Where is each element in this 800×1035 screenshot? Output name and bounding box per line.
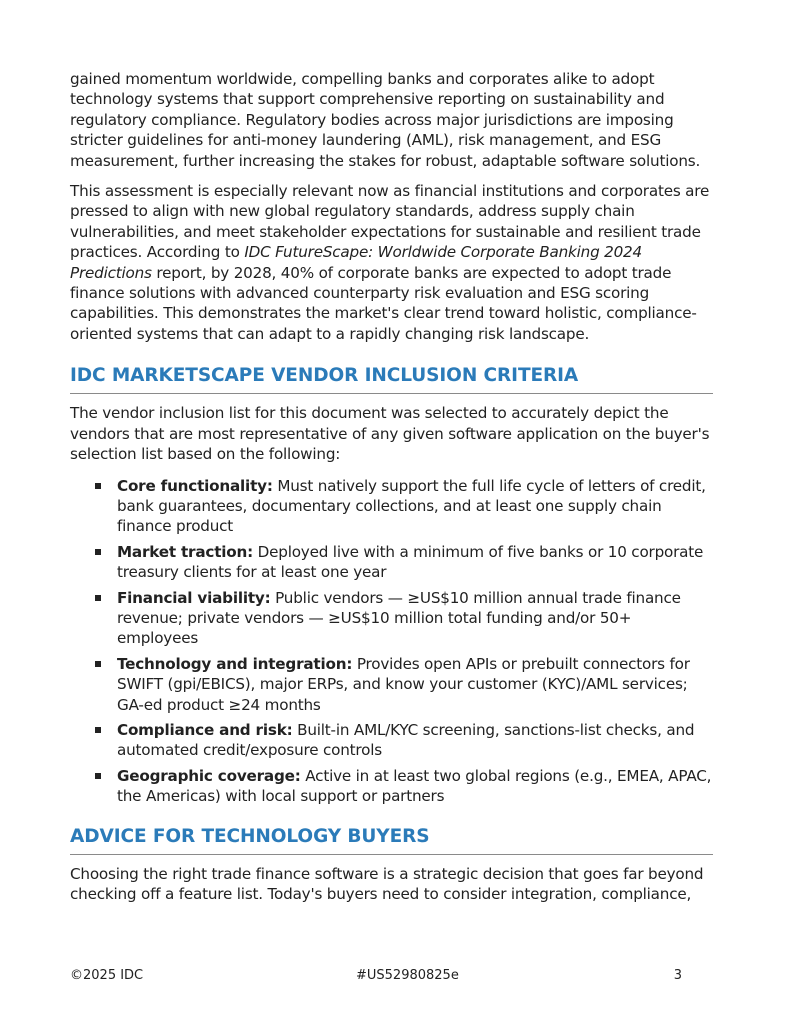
criteria-label: Compliance and risk: xyxy=(117,720,293,739)
footer-document-id: #US52980825e xyxy=(356,968,459,983)
section-heading-criteria: IDC MARKETSCAPE VENDOR INCLUSION CRITERIA xyxy=(70,364,713,394)
criteria-label: Technology and integration: xyxy=(117,654,353,673)
criteria-label: Financial viability: xyxy=(117,588,271,607)
body-paragraph-intro: gained momentum worldwide, compelling banks and corporates alike to adopt technology systems that support comprehensive reporting on sustainability and regulatory compliance. Regulatory bodies across major jurisdictions are imposing stricter guidelines for anti-money laundering (AML), risk management, and ESG measurement, further increasing the stakes for robust, adaptable software solutions. xyxy=(70,70,701,170)
square-bullet-icon xyxy=(95,773,101,779)
list-item xyxy=(70,588,713,649)
criteria-text: Must natively support the full life cycle of letters of credit, bank guarantees, documentary collections, and at least one supply chain finance product xyxy=(117,476,706,536)
criteria-text: Provides open APIs or prebuilt connectors for SWIFT (gpi/EBICS), major ERPs, and know your customer (KYC)/AML services; GA-ed product ≥24 months xyxy=(117,654,690,714)
criteria-text: Active in at least two global regions (e.g., EMEA, APAC, the Americas) with local support or partners xyxy=(117,766,712,806)
list-item xyxy=(70,766,713,807)
report-title-italic: IDC FutureScape: Worldwide Corporate Banking 2024 Predictions xyxy=(70,243,642,282)
footer-copyright: ©2025 IDC xyxy=(70,968,144,983)
square-bullet-icon xyxy=(95,727,101,733)
square-bullet-icon xyxy=(95,595,101,601)
square-bullet-icon xyxy=(95,661,101,667)
footer-page-number: 3 xyxy=(673,968,682,983)
criteria-label: Geographic coverage: xyxy=(117,766,301,785)
list-item xyxy=(70,720,713,761)
criteria-text: Deployed live with a minimum of five banks or 10 corporate treasury clients for at least one year xyxy=(117,542,704,582)
square-bullet-icon xyxy=(95,549,101,555)
list-item xyxy=(70,654,713,715)
body-paragraph-assessment xyxy=(70,181,713,344)
list-item xyxy=(70,542,713,583)
section-heading-advice: ADVICE FOR TECHNOLOGY BUYERS xyxy=(70,825,713,855)
page-footer xyxy=(70,968,682,988)
criteria-list xyxy=(70,476,713,807)
body-paragraph-advice: Choosing the right trade finance software is a strategic decision that goes far beyond checking off a feature list. Today's buyers need to consider integration, compliance, xyxy=(70,864,704,903)
body-paragraph-criteria-intro: The vendor inclusion list for this document was selected to accurately depict the vendors that are most representative of any given software application on the buyer's selection list based on the following: xyxy=(70,404,710,464)
criteria-label: Core functionality: xyxy=(117,476,273,495)
assessment-text-end: report, by 2028, 40% of corporate banks are expected to adopt trade finance solutions with advanced counterparty risk evaluation and ESG scoring capabilities. This demonstrates the market's clear trend toward holistic, compliance-oriented systems that can adapt to a rapidly changing risk landscape. xyxy=(70,263,697,343)
square-bullet-icon xyxy=(95,483,101,489)
list-item xyxy=(70,476,713,537)
assessment-text-start: This assessment is especially relevant now as financial institutions and corporates are pressed to align with new global regulatory standards, address supply chain vulnerabilities, and meet stakeholder expectations for sustainable and resilient trade practices. According to xyxy=(70,182,710,262)
criteria-text: Public vendors — ≥US$10 million annual trade finance revenue; private vendors — ≥US$10 million total funding and/or 50+ employees xyxy=(117,588,681,648)
document-page xyxy=(70,69,713,904)
criteria-label: Market traction: xyxy=(117,542,253,561)
criteria-text: Built-in AML/KYC screening, sanctions-list checks, and automated credit/exposure controls xyxy=(117,720,695,760)
